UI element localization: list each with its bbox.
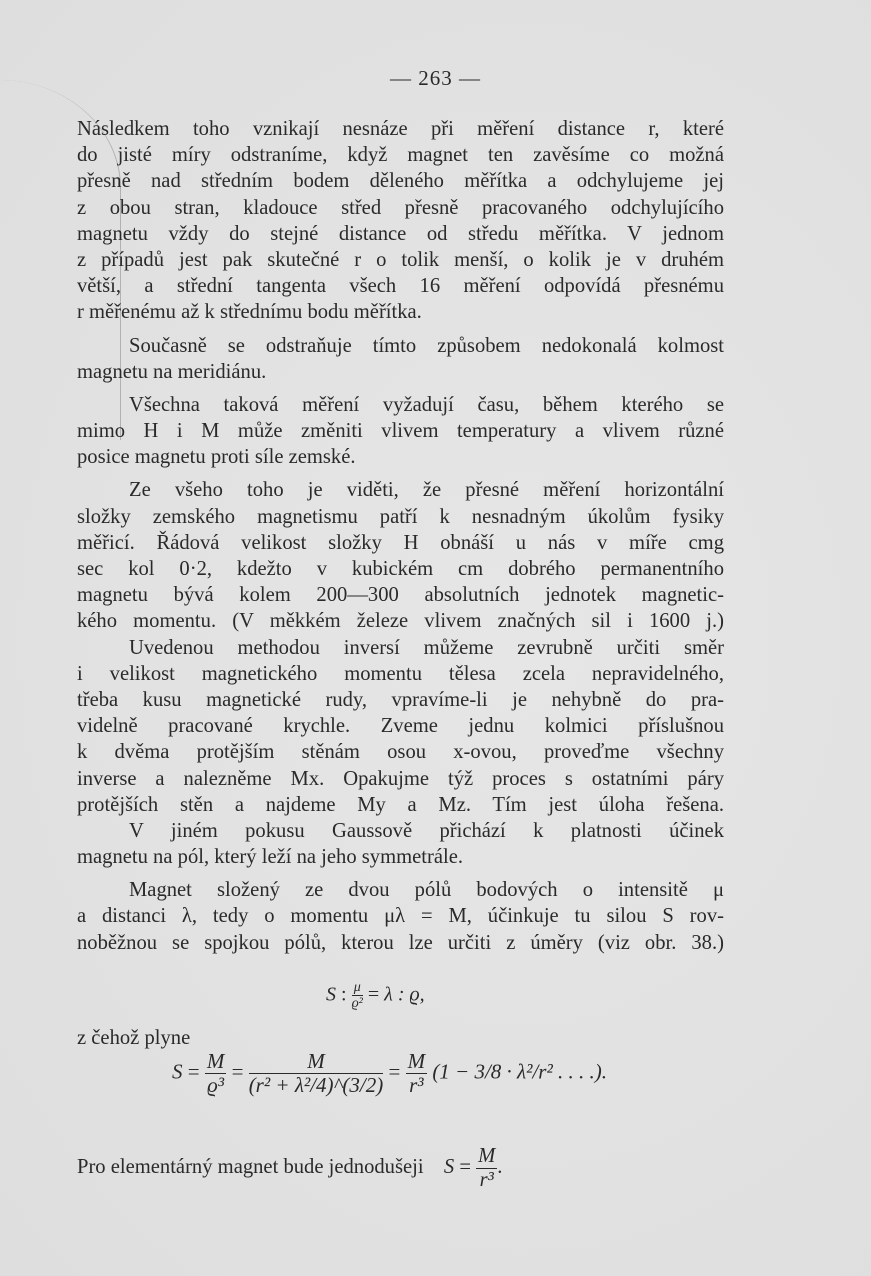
math-operator: = bbox=[367, 983, 380, 1006]
fraction bbox=[249, 1050, 384, 1097]
text-line: mimo H i M může změniti vlivem temperatury a vlivem různé bbox=[77, 420, 724, 443]
paragraph bbox=[77, 635, 724, 818]
text-line: sec kol 0·2, kdežto v kubickém cm dobrého permanentního bbox=[77, 558, 724, 580]
closing-text: Pro elementárný magnet bude jednodušeji bbox=[77, 1155, 424, 1178]
text-line: z obou stran, kladouce střed přesně pracovaného odchylujícího bbox=[77, 196, 724, 219]
math-operator: = bbox=[231, 1059, 244, 1084]
text-line: noběžnou se spojkou pólů, kterou lze určiti z úměry (viz obr. 38.) bbox=[77, 931, 724, 954]
text-line: magnetu bývá kolem 200—300 absolutních jednotek magnetic- bbox=[77, 584, 724, 607]
math-symbol: S bbox=[443, 1155, 455, 1178]
text-line: inverse a nalezněme Mx. Opakujme týž proces s ostatními páry bbox=[77, 767, 724, 790]
paragraph bbox=[77, 116, 724, 326]
text-line: kého momentu. (V měkkém železe vlivem značných sil i 1600 j.) bbox=[77, 610, 724, 633]
numerator: M bbox=[478, 1145, 496, 1167]
text-line: Magnet složený ze dvou pólů bodových o intensitě μ bbox=[129, 879, 724, 902]
paragraph bbox=[77, 333, 724, 385]
text-line: Ze všeho toho je viděti, že přesné měření horizontální bbox=[129, 479, 724, 502]
math-expression: λ : ϱ, bbox=[384, 983, 425, 1006]
math-operator: = bbox=[187, 1059, 200, 1084]
numerator: M bbox=[407, 1049, 426, 1073]
text-line: do jisté míry odstraníme, když magnet ten zavěsíme co možná bbox=[77, 144, 724, 167]
math-operator: = bbox=[459, 1155, 471, 1178]
paragraph bbox=[77, 877, 724, 956]
text-line: magnetu na meridiánu. bbox=[77, 360, 267, 383]
text-line: i velikost magnetického momentu tělesa zcela nepravidelného, bbox=[77, 662, 724, 685]
text-line: Současně se odstraňuje tímto způsobem nedokonalá kolmost bbox=[129, 334, 724, 357]
text-line: videlně pracované krychle. Zveme jednu kolmici příslušnou bbox=[77, 715, 724, 738]
numerator: μ bbox=[352, 980, 363, 996]
denominator: (r² + λ²/4)^(3/2) bbox=[248, 1073, 384, 1098]
text-line: k dvěma protějším stěnám osou x-ovou, proveďme všechny bbox=[77, 741, 724, 764]
text-line: magnetu na pól, který leží na jeho symmetrále. bbox=[77, 846, 464, 869]
page-number: — 263 — bbox=[390, 66, 481, 90]
math-operator: = bbox=[388, 1059, 401, 1084]
math-symbol: S bbox=[172, 1059, 183, 1084]
text-line: protějších stěn a najdeme My a Mz. Tím jest úloha řešena. bbox=[77, 793, 724, 816]
text-line: přesně nad středním bodem děleného měřítka a odchylujeme jej bbox=[77, 170, 724, 193]
text-line: Následkem toho vznikají nesnáze při měření distance r, které bbox=[77, 118, 724, 140]
paragraph bbox=[77, 392, 724, 471]
punctuation: . bbox=[497, 1155, 503, 1178]
fraction bbox=[352, 980, 363, 1012]
text-line: třeba kusu magnetické rudy, vpravíme-li je nehybně do pra- bbox=[77, 688, 724, 711]
text-line: a distanci λ, tedy o momentu μλ = M, účinkuje tu silou S rov- bbox=[77, 905, 724, 928]
paragraph bbox=[77, 818, 724, 870]
equation-lead-in: z čehož plyne bbox=[77, 1027, 191, 1049]
equation-main bbox=[172, 1050, 607, 1097]
closing-line bbox=[77, 1145, 502, 1191]
math-operator: : bbox=[341, 983, 347, 1006]
denominator: r³ bbox=[409, 1073, 424, 1098]
fraction bbox=[205, 1050, 227, 1097]
denominator: r³ bbox=[479, 1168, 494, 1191]
text-line: větší, a střední tangenta všech 16 měření odpovídá přesnému bbox=[77, 275, 724, 298]
math-symbol: S bbox=[326, 983, 336, 1006]
numerator: M bbox=[249, 1050, 384, 1074]
text-line: V jiném pokusu Gaussově přichází k platnosti účinek bbox=[129, 819, 724, 842]
body-text bbox=[77, 116, 724, 956]
paragraph bbox=[77, 477, 724, 634]
text-line: r měřenému až k střednímu bodu měřítka. bbox=[77, 301, 422, 324]
equation-proportion bbox=[326, 980, 425, 1012]
text-line: Všechna taková měření vyžadují času, během kterého se bbox=[129, 393, 724, 416]
fraction bbox=[406, 1050, 428, 1097]
text-line: složky zemského magnetismu patří k nesnadným úkolům fysiky bbox=[77, 505, 724, 528]
text-line: z případů jest pak skutečné r o tolik menší, o kolik je v druhém bbox=[77, 248, 724, 271]
denominator: ϱ² bbox=[351, 996, 363, 1012]
text-line: magnetu vždy do stejné distance od středu měřítka. V jednom bbox=[77, 222, 724, 245]
text-line: měřicí. Řádová velikost složky H obnáší u nás v míře cmg bbox=[77, 531, 724, 554]
math-expression: (1 − 3/8 · λ²/r² . . . .). bbox=[432, 1059, 607, 1084]
fraction bbox=[476, 1145, 497, 1191]
numerator: M bbox=[206, 1049, 225, 1073]
text-line: posice magnetu proti síle zemské. bbox=[77, 446, 356, 469]
denominator: ϱ³ bbox=[207, 1073, 225, 1098]
text-line: Uvedenou methodou inversí můžeme zevrubně určiti směr bbox=[129, 636, 724, 659]
